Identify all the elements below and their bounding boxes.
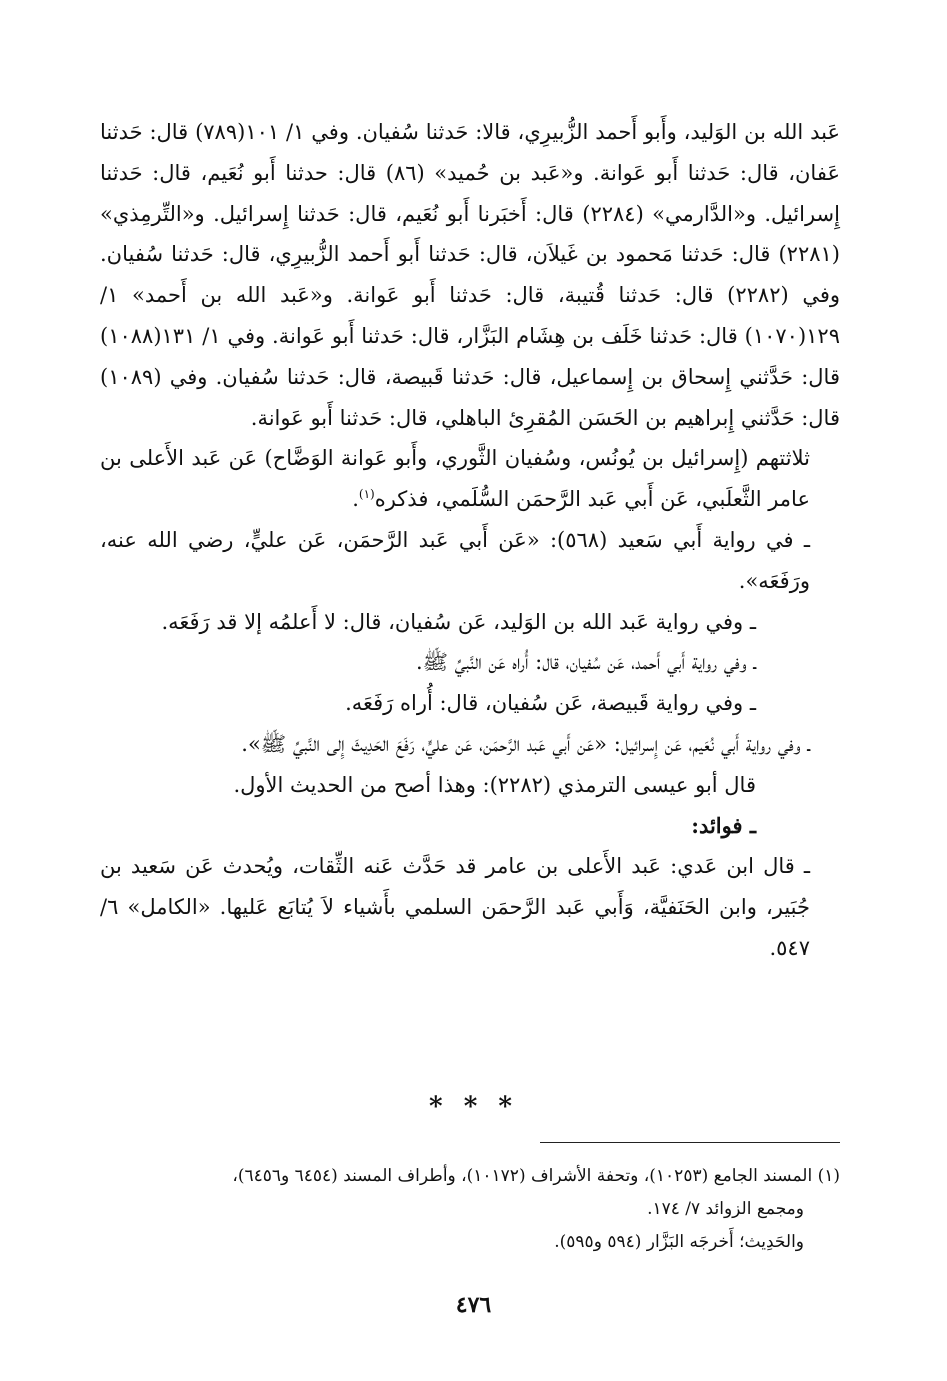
riwaya-abu-ahmad: ـ وفي رواية أَبي أَحمد، عَن سُفيان، قال: أُراه عَن النَّبيِّ ﷺ.: [415, 650, 756, 675]
riwaya-abdullah-bin-walid: ـ وفي رواية عَبد الله بن الوَليد، عَن سُفيان، قال: لا أَعلمُه إلا قد رَفَعَه.: [161, 609, 756, 634]
page-number: ٤٧٦: [455, 1292, 492, 1318]
footnote-divider: [540, 1142, 840, 1143]
fawaid-heading: ـ فوائد:: [691, 812, 756, 838]
footnote-line-1: (١) المسند الجامع (١٠٢٥٣)، وتحفة الأشراف (١٠١٧٢)، وأطراف المسند (٦٤٥٤ و٦٤٥٦)،: [232, 1166, 840, 1186]
chain-summary-text: ثلاثتهم (إِسرائيل بن يُونُس، وسُفيان الثَّوري، وأَبو عَوانة الوَضَّاح) عَن عَبد الأَعلى بن عامر الثَّعلَبي، عَن أَبي عَبد الرَّحمَن السُّلَمي، فذكره: [100, 446, 810, 512]
footnote-marker: (١): [358, 487, 375, 502]
footnote-line-2: ومجمع الزوائد ٧/ ١٧٤.: [647, 1199, 804, 1219]
footnote-line-3: والحَدِيث؛ أَخرجَه البَزَّار (٥٩٤ و٥٩٥).: [554, 1232, 804, 1252]
riwaya-abu-nuaym: ـ وفي رواية أَبي نُعَيم، عَن إِسرائيل: «عَن أَبي عَبد الرَّحمَن، عَن عليٍّ، رَفَعَ الحَدِيثَ إِلى النَّبيِّ ﷺ».: [241, 731, 810, 756]
main-text-block: [100, 112, 840, 969]
chain-summary-period: .: [352, 487, 359, 512]
footnotes-block: [100, 1160, 840, 1259]
fawaid-text: ـ قال ابن عَدي: عَبد الأَعلى بن عامر قد حَدَّث عَنه الثِّقات، ويُحدث عَن سَعيد بن جُبَير، وابن الحَنَفيَّة، وَأَبي عَبد الرَّحمَن السلمي بأَشياء لاَ يُتابَع عَليها. «الكامل» ٦/ ٥٤٧.: [100, 854, 810, 960]
tirmidhi-note: قال أبو عيسى الترمذي (٢٢٨٢): وهذا أصح من الحديث الأول.: [233, 772, 756, 797]
chain-summary-paragraph: [100, 438, 840, 520]
isnad-paragraph: عَبد الله بن الوَليد، وأَبو أَحمد الزُّبيرِي، قالا: حَدثنا سُفيان. وفي ١/ ١٠١(٧٨٩) قال: حَدثنا عَفان، قال: حَدثنا أَبو عَوانة. و«عَبد بن حُميد» (٨٦) قال: حدثنا أَبو نُعَيم، قال: حَدثنا إِسرائيل. و«الدَّارمي» (٢٢٨٤) قال: أَخبَرنا أَبو نُعَيم، قال: حَدثنا إِسرائيل. و«التِّرمِذي» (٢٢٨١) قال: حَدثنا مَحمود بن غَيلاَن، قال: حَدثنا أَبو أَحمد الزُّبيرِي، قال: حَدثنا سُفيان. وفي (٢٢٨٢) قال: حَدثنا قُتيبة، قال: حَدثنا أَبو عَوانة. و«عَبد الله بن أَحمد» ١/ ١٢٩(١٠٧٠) قال: حَدثنا خَلَف بن هِشَام البَزَّار، قال: حَدثنا أَبو عَوانة. وفي ١/ ١٣١(١٠٨٨) قال: حَدَّثني إِسحاق بن إِسماعيل، قال: حَدثنا قَبيصة، قال: حَدثنا سُفيان. وفي (١٠٨٩) قال: حَدَّثني إِبراهيم بن الحَسَن المُقرِئ الباهلي، قال: حَدثنا أَبو عَوانة.: [100, 120, 841, 430]
section-separator: * * *: [429, 1092, 518, 1122]
riwaya-abu-saeed: ـ في رواية أَبي سَعيد (٥٦٨): «عَن أَبي عَبد الرَّحمَن، عَن عليٍّ، رضي الله عنه، ورَفَعَه».: [100, 527, 810, 593]
riwaya-qabisa: ـ وفي رواية قَبيصة، عَن سُفيان، قال: أُراه رَفَعَه.: [345, 691, 756, 716]
